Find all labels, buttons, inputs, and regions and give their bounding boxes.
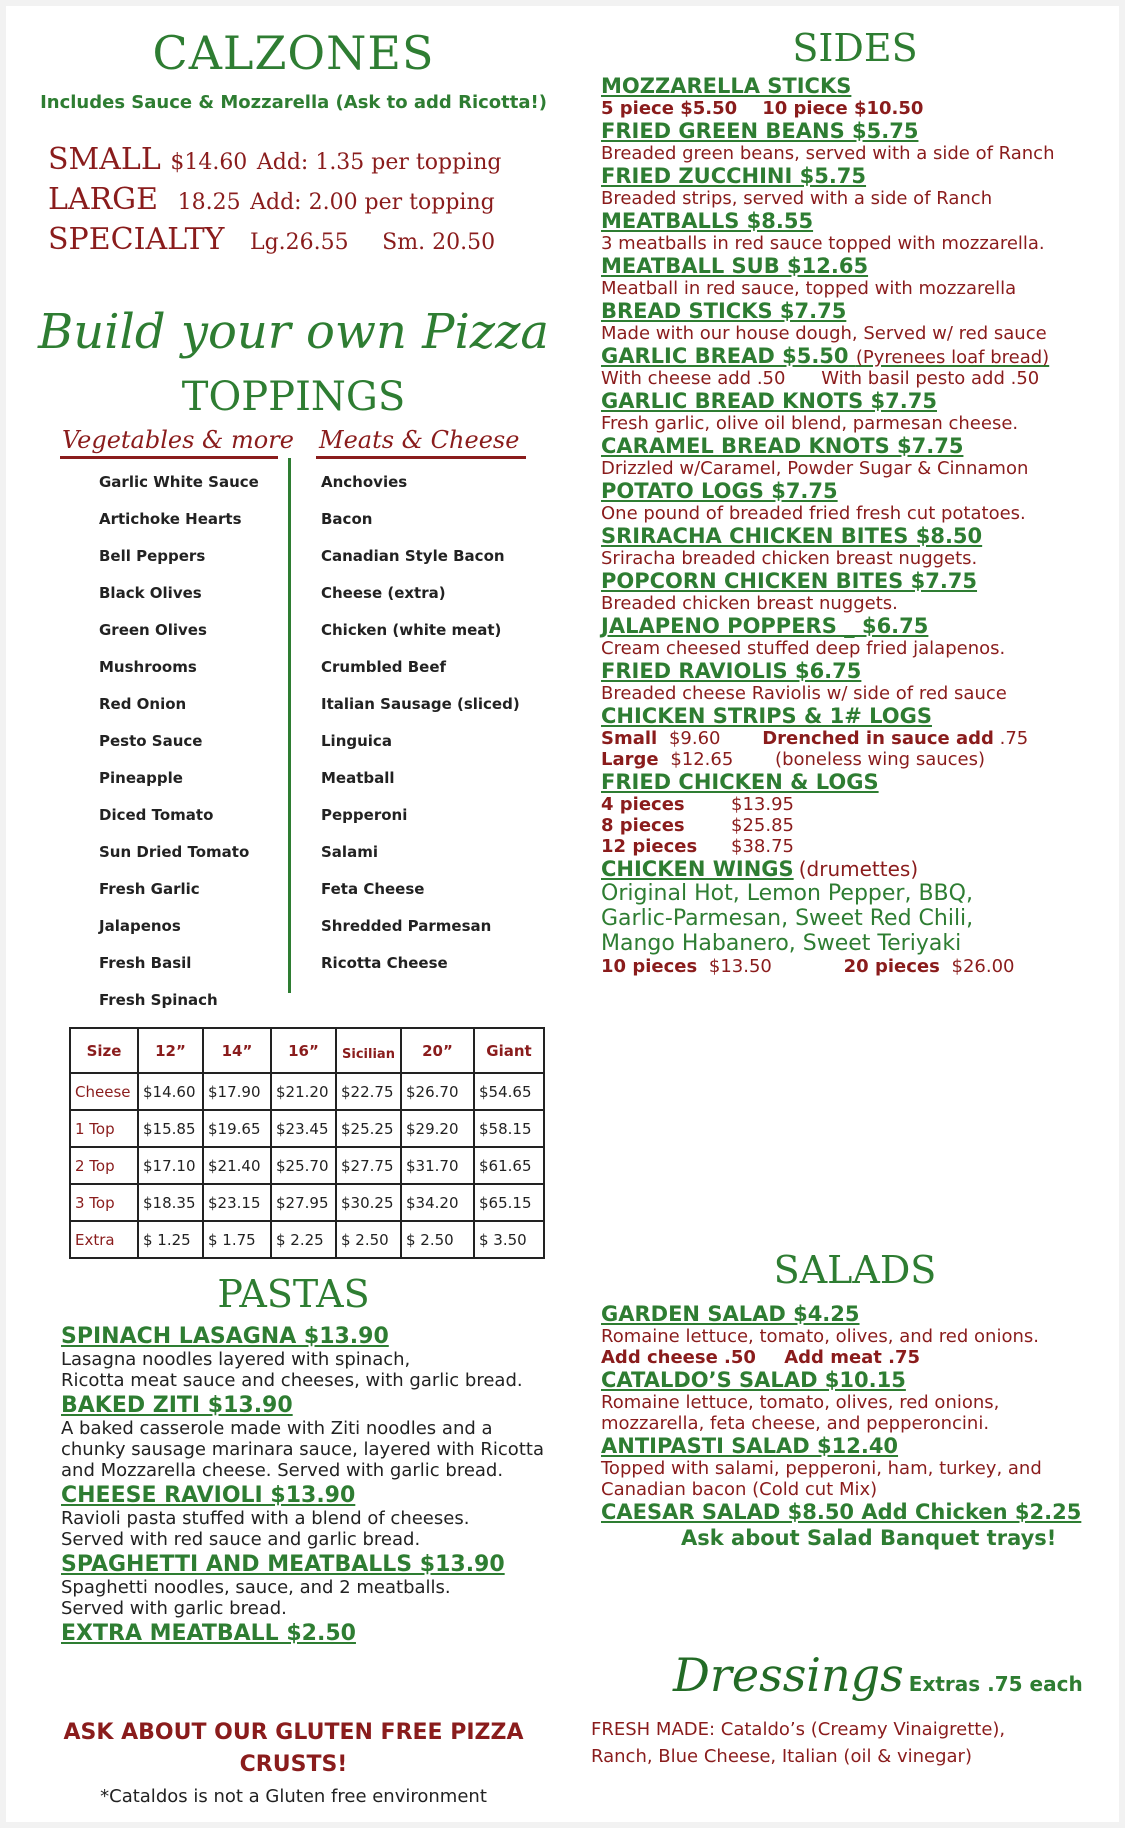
pasta-name: SPAGHETTI AND MEATBALLS $13.90 [61,1552,505,1577]
side-item-options [601,98,1119,119]
salad-options [601,1347,1119,1368]
pasta-name: EXTRA MEATBALL $2.50 [61,1621,356,1646]
toppings-divider [288,458,291,993]
topping-item: Italian Sausage (sliced) [321,695,520,713]
calzones-title: CALZONES [152,26,435,80]
header-cell: 20” [401,1028,474,1073]
salads-title: SALADS [773,1248,937,1292]
topping-item: Black Olives [99,584,202,602]
option: With cheese add .50 [601,368,786,389]
option-price: $9.60 [668,728,721,749]
price-cell: $22.75 [336,1073,401,1110]
price: Lg.26.55 [249,230,349,255]
side-item-desc: 3 meatballs in red sauce topped with mozzarella. [601,233,1045,254]
price-cell: $ 1.75 [203,1221,271,1258]
price-cell: $ 3.50 [474,1221,544,1258]
topping-item: Pineapple [99,769,183,787]
toppings-title: TOPPINGS [181,374,406,420]
price-cell: $23.15 [203,1184,271,1221]
salad-desc-line: Topped with salami, pepperoni, ham, turkey, and [601,1458,1042,1479]
side-item-desc: Sriracha breaded chicken breast nuggets. [601,548,978,569]
option-price: $25.85 [731,815,794,836]
vegetables-list [99,464,259,1019]
price-cell: $30.25 [336,1184,401,1221]
dressings-line2: Ranch, Blue Cheese, Italian (oil & vinegar) [591,1746,972,1767]
side-item-desc: Meatball in red sauce, topped with mozzarella [601,278,1017,299]
topping-item: Green Olives [99,621,207,639]
side-item-options [601,728,1119,749]
side-item-desc: Breaded chicken breast nuggets. [601,593,898,614]
price-cell: $29.20 [401,1110,474,1147]
side-item-desc: Cream cheesed stuffed deep fried jalapenos. [601,638,1006,659]
price-cell: $17.10 [138,1147,203,1184]
side-item-desc: Fresh garlic, olive oil blend, parmesan cheese. [601,413,1019,434]
option-price: .75 [999,728,1029,749]
side-item-name: FRIED RAVIOLIS $6.75 [601,659,862,683]
price-cell: $ 2.25 [271,1221,336,1258]
price-cell: $23.45 [271,1110,336,1147]
pasta-desc-line: Ricotta meat sauce and cheeses, with garlic bread. [61,1370,523,1391]
gluten-free-line1: ASK ABOUT OUR GLUTEN FREE PIZZA [63,1720,524,1745]
side-item-name [601,344,1119,368]
dressings-line1: FRESH MADE: Cataldo’s (Creamy Vinaigrette), [591,1719,1006,1740]
price-cell: $25.70 [271,1147,336,1184]
sides-group [601,119,1119,344]
wing-flavors [601,881,1119,956]
size-label: LARGE [48,182,159,217]
add-price: Add: 1.35 per topping [256,150,502,175]
add-price: Add: 2.00 per topping [250,190,495,215]
option-label: 8 pieces [601,815,685,836]
side-item-desc: Breaded strips, served with a side of Ranch [601,188,993,209]
option-label: 4 pieces [601,794,685,815]
calzones-subtitle: Includes Sauce & Mozzarella (Ask to add Ricotta!) [40,92,547,113]
table-row [70,1110,544,1147]
meat-underline [316,456,526,459]
option-price: $13.50 [708,956,772,977]
row-label: 1 Top [70,1110,138,1147]
option-price: $26.00 [951,956,1015,977]
side-item-name: JALAPENO POPPERS _ $6.75 [601,614,929,638]
garlic-bread-note: (Pyrenees loaf bread) [855,347,1050,368]
topping-item: Salami [321,843,378,861]
option-label: Small [601,728,658,749]
wings-note: (drumettes) [798,857,919,881]
price: $14.60 [170,150,248,175]
topping-item: Garlic White Sauce [99,473,259,491]
calzone-specialty-price [48,222,495,257]
side-item-name: CHICKEN STRIPS & 1# LOGS [601,704,932,728]
size-label: SMALL [48,142,161,177]
side-item-name: FRIED GREEN BEANS $5.75 [601,119,919,143]
dressings-extras: Extras .75 each [908,1672,1083,1696]
topping-item: Artichoke Hearts [99,510,242,528]
option: Add meat .75 [784,1347,921,1368]
price: 18.25 [177,190,241,215]
side-item-desc: Breaded green beans, served with a side of Ranch [601,143,1055,164]
price-cell: $26.70 [401,1073,474,1110]
table-row [70,1147,544,1184]
header-cell: 12” [138,1028,203,1073]
topping-item: Fresh Spinach [99,991,218,1009]
price-cell: $34.20 [401,1184,474,1221]
option-price: $13.95 [731,794,794,815]
side-item-name: GARLIC BREAD KNOTS $7.75 [601,389,937,413]
pasta-desc-line: Ravioli pasta stuffed with a blend of cheeses. [61,1508,470,1529]
sides-list [601,74,1119,977]
calzone-large-price [48,182,495,217]
row-label: Extra [70,1221,138,1258]
salad-desc-line: Canadian bacon (Cold cut Mix) [601,1479,878,1500]
side-item-name: CARAMEL BREAD KNOTS $7.75 [601,434,964,458]
side-item-desc: One pound of breaded fried fresh cut potatoes. [601,503,1026,524]
side-item-name: MOZZARELLA STICKS [601,74,852,98]
menu-page [6,6,1119,1822]
price-cell: $ 2.50 [336,1221,401,1258]
salad-desc-line: mozzarella, feta cheese, and pepperoncini. [601,1413,990,1434]
table-row [70,1073,544,1110]
price-cell: $27.95 [271,1184,336,1221]
side-item-name: POPCORN CHICKEN BITES $7.75 [601,569,978,593]
topping-item: Meatball [321,769,395,787]
header-cell: Sicilian [336,1028,401,1073]
topping-item: Chicken (white meat) [321,621,502,639]
topping-item: Linguica [321,732,392,750]
header-cell: Size [70,1028,138,1073]
banquet-note: Ask about Salad Banquet trays! [681,1526,1057,1550]
price-cell: $15.85 [138,1110,203,1147]
pasta-name: CHEESE RAVIOLI $13.90 [61,1483,356,1508]
header-cell: 16” [271,1028,336,1073]
row-label: 3 Top [70,1184,138,1221]
topping-item: Sun Dried Tomato [99,843,250,861]
price-cell: $58.15 [474,1110,544,1147]
vegetables-header: Vegetables & more [62,426,294,454]
row-label: Cheese [70,1073,138,1110]
price-cell: $21.20 [271,1073,336,1110]
side-item-name: POTATO LOGS $7.75 [601,479,838,503]
pasta-desc-line: chunky sausage marinara sauce, layered with Ricotta [61,1439,544,1460]
pasta-desc-line: Spaghetti noodles, sauce, and 2 meatballs. [61,1577,451,1598]
side-item-desc: Breaded cheese Raviolis w/ side of red sauce [601,683,1007,704]
price-cell: $31.70 [401,1147,474,1184]
gluten-note: *Cataldos is not a Gluten free environment [100,1786,487,1807]
option: Add cheese .50 [601,1347,756,1368]
topping-item: Anchovies [321,473,408,491]
pastas-title: PASTAS [217,1272,370,1316]
side-item-desc: Made with our house dough, Served w/ red sauce [601,323,1047,344]
fried-option [601,794,1119,815]
option-label: 12 pieces [601,836,698,857]
header-cell: Giant [474,1028,544,1073]
price-cell: $21.40 [203,1147,271,1184]
topping-item: Bacon [321,510,373,528]
table-row [70,1184,544,1221]
pasta-desc-line: Served with garlic bread. [61,1598,287,1619]
option-note: (boneless wing sauces) [775,749,986,770]
dressings-heading [673,1648,1083,1702]
meats-header: Meats & Cheese [319,426,520,454]
side-item-name: BREAD STICKS $7.75 [601,299,847,323]
option-label: 10 pieces [601,956,698,977]
topping-item: Pepperoni [321,806,408,824]
fried-option [601,815,1119,836]
pasta-name: BAKED ZITI $13.90 [61,1393,293,1418]
topping-item: Feta Cheese [321,880,425,898]
topping-item: Pesto Sauce [99,732,203,750]
wing-flavor-line: Original Hot, Lemon Pepper, BBQ, [601,881,973,906]
side-item-name: MEATBALLS $8.55 [601,209,814,233]
sides-group [601,389,1119,704]
price-cell: $17.90 [203,1073,271,1110]
salad-name: ANTIPASTI SALAD $12.40 [601,1434,899,1458]
option-label: Drenched in sauce add [762,728,994,749]
side-item-desc: Drizzled w/Caramel, Powder Sugar & Cinnamon [601,458,1029,479]
pastas-list [61,1322,576,1646]
pasta-desc-line: A baked casserole made with Ziti noodles and a [61,1418,493,1439]
option-price: $38.75 [731,836,794,857]
wing-flavor-line: Garlic-Parmesan, Sweet Red Chili, [601,906,974,931]
wing-flavor-line: Mango Habanero, Sweet Teriyaki [601,931,962,956]
pasta-desc-line: and Mozzarella cheese. Served with garlic bread. [61,1460,504,1481]
side-item-options [601,368,1119,389]
topping-item: Diced Tomato [99,806,214,824]
side-item-name: SRIRACHA CHICKEN BITES $8.50 [601,524,983,548]
build-pizza-title: Build your own Pizza [37,304,549,360]
option: With basil pesto add .50 [821,368,1040,389]
topping-item: Crumbled Beef [321,658,447,676]
topping-item: Fresh Garlic [99,880,200,898]
topping-item: Jalapenos [99,917,181,935]
price-cell: $54.65 [474,1073,544,1110]
pasta-desc-line: Served with red sauce and garlic bread. [61,1529,421,1550]
dressings-title: Dressings [673,1648,904,1702]
side-item-options [601,749,1119,770]
price-cell: $25.25 [336,1110,401,1147]
pasta-name: SPINACH LASAGNA $13.90 [61,1324,389,1349]
row-label: 2 Top [70,1147,138,1184]
price-cell: $27.75 [336,1147,401,1184]
salad-name: CAESAR SALAD $8.50 Add Chicken $2.25 [601,1500,1082,1524]
veg-underline [60,456,278,459]
side-item-name: MEATBALL SUB $12.65 [601,254,869,278]
price-cell: $18.35 [138,1184,203,1221]
size-label: SPECIALTY [48,222,225,257]
pizza-price-table [69,1027,545,1259]
price-cell: $ 1.25 [138,1221,203,1258]
topping-item: Ricotta Cheese [321,954,448,972]
header-cell: 14” [203,1028,271,1073]
price-cell: $14.60 [138,1073,203,1110]
topping-item: Cheese (extra) [321,584,446,602]
option-price: $12.65 [670,749,734,770]
price-cell: $61.65 [474,1147,544,1184]
side-item-name [601,857,1119,881]
gluten-free-line2: CRUSTS! [239,1752,348,1777]
salads-list [601,1302,1119,1550]
calzone-small-price [48,142,501,177]
fried-option [601,836,1119,857]
meats-list [321,464,520,982]
topping-item: Mushrooms [99,658,197,676]
side-item-name: FRIED ZUCCHINI $5.75 [601,164,867,188]
wings-name: CHICKEN WINGS [601,857,794,881]
table-header-row [70,1028,544,1073]
salad-desc-line: Romaine lettuce, tomato, olives, red onions, [601,1392,1000,1413]
fried-chicken-options [601,794,1119,857]
price-cell: $ 2.50 [401,1221,474,1258]
topping-item: Fresh Basil [99,954,192,972]
garlic-bread-name: GARLIC BREAD $5.50 [601,344,849,368]
topping-item: Red Onion [99,695,187,713]
add-price: Sm. 20.50 [382,230,496,255]
option-label: Large [601,749,659,770]
option: 10 piece $10.50 [762,98,924,119]
salad-name: GARDEN SALAD $4.25 [601,1302,860,1326]
side-item-options [601,956,1119,977]
topping-item: Bell Peppers [99,547,206,565]
option-label: 20 pieces [843,956,940,977]
price-cell: $65.15 [474,1184,544,1221]
side-item-name: FRIED CHICKEN & LOGS [601,770,879,794]
table-row [70,1221,544,1258]
price-cell: $19.65 [203,1110,271,1147]
topping-item: Canadian Style Bacon [321,547,505,565]
topping-item: Shredded Parmesan [321,917,492,935]
option: 5 piece $5.50 [601,98,738,119]
sides-title: SIDES [792,26,918,70]
salad-desc: Romaine lettuce, tomato, olives, and red onions. [601,1326,1039,1347]
pasta-desc-line: Lasagna noodles layered with spinach, [61,1349,411,1370]
salad-name: CATALDO’S SALAD $10.15 [601,1368,906,1392]
